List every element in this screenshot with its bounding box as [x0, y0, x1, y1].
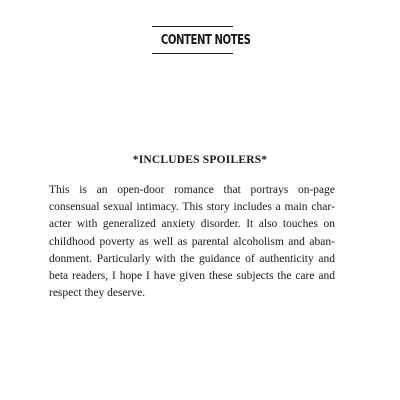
content-notes-paragraph: This is an open-door romance that portrays on-page consensual sexual intimacy. This story includes a main character with generalized anxiety disorder. It also touches on childhood poverty as well as parental alcoholism and abandonment. Particularly with the guidance of authenticity and beta readers, I hope I have given these subjects the care and respect they deserve.: [49, 184, 335, 300]
chapter-header: [152, 26, 251, 54]
page-title: CONTENT NOTES: [160, 33, 251, 48]
spoiler-warning-heading: *INCLUDES SPOILERS*: [132, 154, 268, 166]
bottom-rule: [152, 53, 233, 54]
